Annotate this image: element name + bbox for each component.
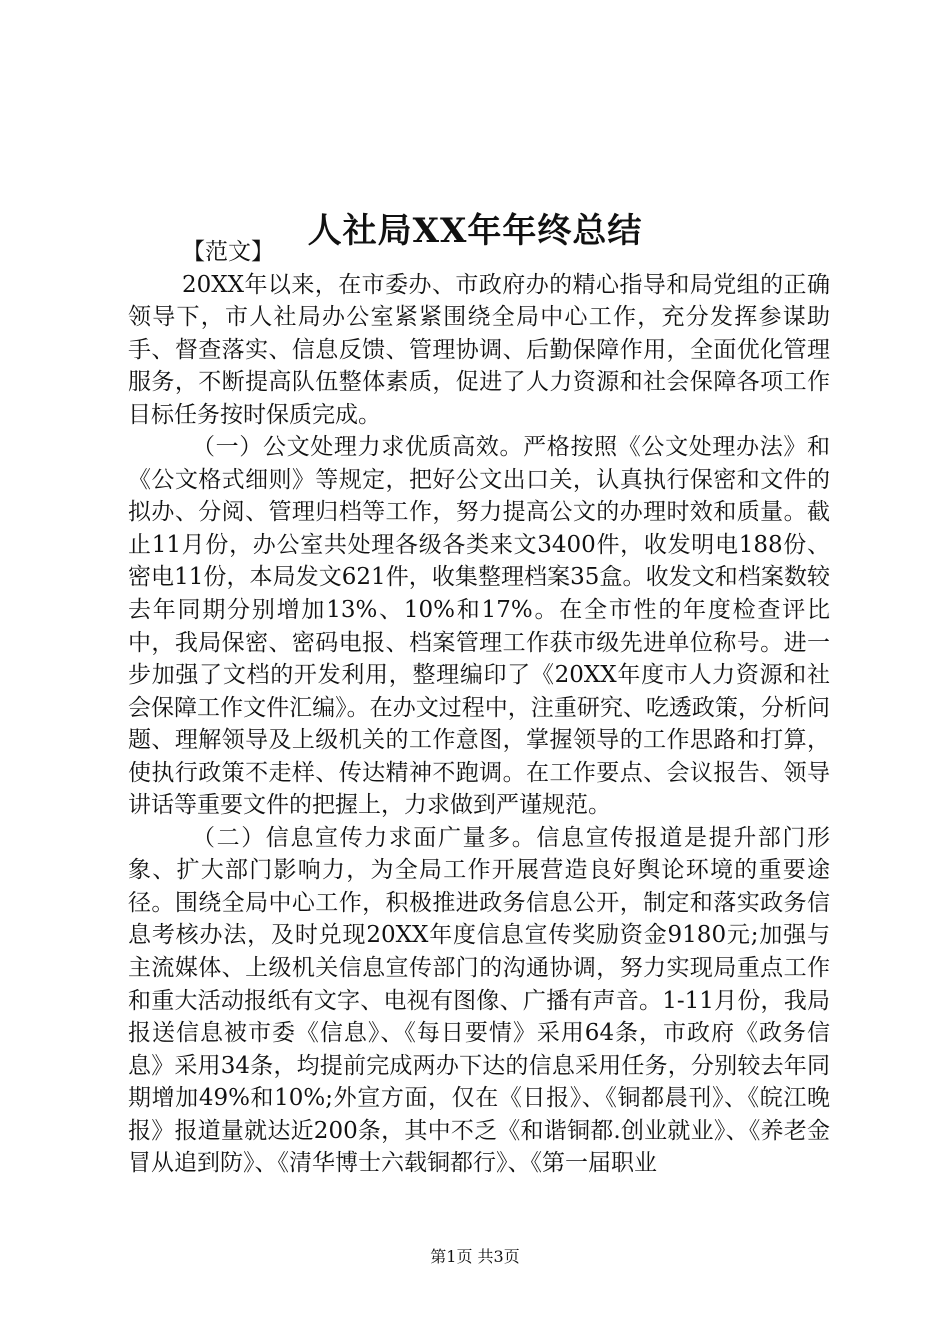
- paragraph-intro: 20XX年以来，在市委办、市政府办的精心指导和局党组的正确领导下，市人社局办公室紧紧围绕全局中心工作，充分发挥参谋助手、督查落实、信息反馈、管理协调、后勤保障作用，全面优化管理服务，不断提高队伍整体素质，促进了人力资源和社会保障各项工作目标任务按时保质完成。: [128, 271, 830, 428]
- paragraph-document-handling: （一）公文处理力求优质高效。严格按照《公文处理办法》和《公文格式细则》等规定，把好公文出口关，认真执行保密和文件的拟办、分阅、管理归档等工作，努力提高公文的办理时效和质量。截止11月份，办公室共处理各级各类来文3400件，收发明电188份、密电11份，本局发文621件，收集整理档案35盒。收发文和档案数较去年同期分别增加13%、10%和17%。在全市性的年度检查评比中，我局保密、密码电报、档案管理工作获市级先进单位称号。进一步加强了文档的开发利用，整理编印了《20XX年度市人力资源和社会保障工作文件汇编》。在办文过程中，注重研究、吃透政策，分析问题、理解领导及上级机关的工作意图，掌握领导的工作思路和打算，使执行政策不走样、传达精神不跑调。在工作要点、会议报告、领导讲话等重要文件的把握上，力求做到严谨规范。: [128, 434, 830, 819]
- section-label: 【范文】: [182, 239, 274, 265]
- document-body: [128, 236, 830, 1180]
- document-title: 人社局XX年年终总结: [307, 210, 643, 251]
- page-footer: 第1页 共3页: [430, 1247, 520, 1266]
- paragraph-information-publicity: （二）信息宣传力求面广量多。信息宣传报道是提升部门形象、扩大部门影响力，为全局工作开展营造良好舆论环境的重要途径。围绕全局中心工作，积极推进政务信息公开，制定和落实政务信息考核办法，及时兑现20XX年度信息宣传奖励资金9180元;加强与主流媒体、上级机关信息宣传部门的沟通协调，努力实现局重点工作和重大活动报纸有文字、电视有图像、广播有声音。1-11月份，我局报送信息被市委《信息》、《每日要情》采用64条，市政府《政务信息》采用34条，均提前完成两办下达的信息采用任务，分别较去年同期增加49%和10%;外宣方面，仅在《日报》、《铜都晨刊》、《皖江晚报》报道量就达近200条，其中不乏《和谐铜都.创业就业》、《养老金冒从追到防》、《清华博士六载铜都行》、《第一届职业: [128, 824, 830, 1177]
